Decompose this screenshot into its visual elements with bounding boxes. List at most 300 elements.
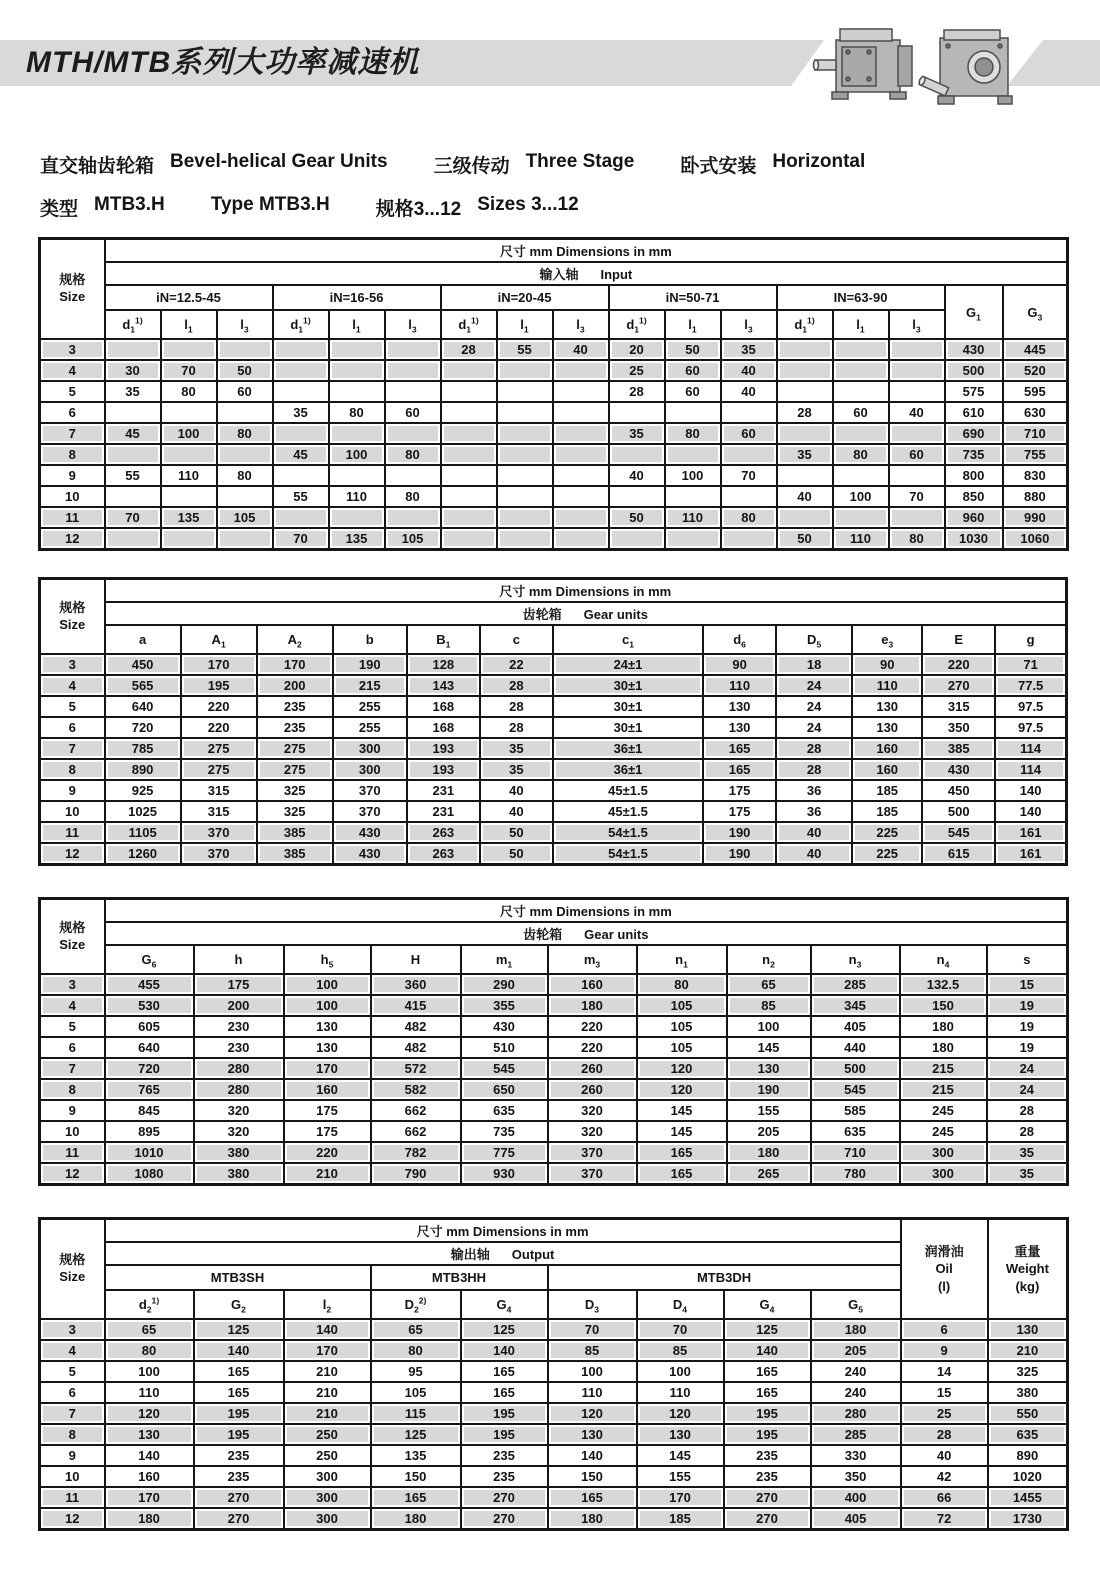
value-cell: 775	[461, 1142, 548, 1163]
size-row-12	[40, 1508, 1068, 1530]
value-cell	[553, 486, 609, 507]
value-cell: 170	[637, 1487, 724, 1508]
value-cell: 280	[194, 1079, 284, 1100]
value-cell: 160	[852, 759, 922, 780]
value-cell	[777, 465, 833, 486]
value-cell: 235	[194, 1445, 284, 1466]
value-cell	[497, 507, 553, 528]
value-cell: 60	[889, 444, 945, 465]
value-cell	[105, 528, 161, 550]
value-cell: 275	[181, 759, 257, 780]
value-cell	[497, 486, 553, 507]
size-row-11	[40, 507, 1068, 528]
value-cell: 220	[548, 1037, 637, 1058]
value-cell	[609, 402, 665, 423]
value-cell	[385, 339, 441, 360]
value-cell: 780	[811, 1163, 900, 1185]
value-cell: 380	[194, 1142, 284, 1163]
value-cell: 545	[461, 1058, 548, 1079]
value-cell: 130	[548, 1424, 637, 1445]
size-cell: 12	[40, 1508, 105, 1530]
value-cell: 145	[637, 1100, 727, 1121]
value-cell: 890	[105, 759, 181, 780]
value-cell	[497, 402, 553, 423]
value-cell: 35	[987, 1142, 1068, 1163]
value-cell: 40	[609, 465, 665, 486]
value-cell: 40	[480, 780, 553, 801]
value-cell: 385	[257, 843, 333, 865]
value-cell: 72	[901, 1508, 988, 1530]
value-cell: 255	[333, 717, 407, 738]
value-cell: 320	[548, 1121, 637, 1142]
column-header: $d_2^{1)}$	[105, 1290, 194, 1319]
value-cell	[385, 423, 441, 444]
size-cell: 4	[40, 360, 105, 381]
section-header: 齿轮箱 Gear units	[105, 922, 1068, 945]
value-cell: 28	[480, 717, 553, 738]
value-cell: 270	[194, 1487, 284, 1508]
value-cell: 35	[273, 402, 329, 423]
value-cell: 690	[945, 423, 1003, 444]
value-cell: 175	[703, 780, 776, 801]
value-cell: 210	[284, 1361, 371, 1382]
column-header: h	[194, 945, 284, 974]
column-header: $l_1$	[833, 310, 889, 339]
value-cell: 270	[461, 1487, 548, 1508]
column-header: $l_1$	[665, 310, 721, 339]
value-cell: 180	[105, 1508, 194, 1530]
value-cell: 180	[727, 1142, 811, 1163]
value-cell: 70	[548, 1319, 637, 1340]
value-cell	[609, 486, 665, 507]
value-cell: 370	[181, 843, 257, 865]
value-cell: 90	[852, 654, 922, 675]
subtitle-segment	[680, 151, 865, 178]
value-cell: 235	[194, 1466, 284, 1487]
value-cell	[329, 465, 385, 486]
column-header: $n_4$	[900, 945, 987, 974]
group-header: iN=20-45	[441, 285, 609, 310]
value-cell: 220	[922, 654, 995, 675]
section-header: 输出轴 Output	[105, 1242, 901, 1265]
group-header: MTB3SH	[105, 1265, 371, 1290]
value-cell: 140	[284, 1319, 371, 1340]
gear-unit-dimensions-b-grid	[38, 897, 1069, 1186]
value-cell: 50	[609, 507, 665, 528]
value-cell: 22	[480, 654, 553, 675]
column-header: $B_1$	[407, 625, 480, 654]
subtitle-line-2	[40, 194, 579, 221]
subtitle-text: Three Stage	[525, 151, 635, 172]
value-cell: 925	[105, 780, 181, 801]
column-header: $l_3$	[553, 310, 609, 339]
value-cell: 430	[461, 1016, 548, 1037]
value-cell: 28	[480, 675, 553, 696]
value-cell: 65	[105, 1319, 194, 1340]
input-shaft-dimensions-grid	[38, 237, 1069, 551]
value-cell: 110	[548, 1382, 637, 1403]
value-cell: 60	[385, 402, 441, 423]
value-cell	[721, 486, 777, 507]
value-cell: 165	[194, 1382, 284, 1403]
group-header: MTB3HH	[371, 1265, 548, 1290]
value-cell: 300	[284, 1508, 371, 1530]
value-cell: 97.5	[995, 696, 1066, 717]
value-cell: 60	[833, 402, 889, 423]
value-cell: 220	[181, 717, 257, 738]
size-cell: 9	[40, 465, 105, 486]
value-cell: 110	[833, 528, 889, 550]
value-cell: 115	[371, 1403, 461, 1424]
value-cell: 662	[371, 1121, 461, 1142]
size-cell: 7	[40, 423, 105, 444]
size-row-7	[40, 423, 1068, 444]
value-cell: 160	[105, 1466, 194, 1487]
value-cell: 385	[257, 822, 333, 843]
value-cell: 70	[161, 360, 217, 381]
size-row-4	[40, 360, 1068, 381]
value-cell	[665, 528, 721, 550]
value-cell: 255	[333, 696, 407, 717]
size-cell: 3	[40, 339, 105, 360]
value-cell: 385	[922, 738, 995, 759]
value-cell: 54±1.5	[553, 843, 703, 865]
value-cell	[273, 339, 329, 360]
value-cell: 24	[776, 717, 852, 738]
group-header: MTB3DH	[548, 1265, 901, 1290]
value-cell: 97.5	[995, 717, 1066, 738]
value-cell: 180	[900, 1016, 987, 1037]
value-cell	[385, 360, 441, 381]
size-row-12	[40, 1163, 1068, 1185]
value-cell: 180	[371, 1508, 461, 1530]
size-column-header: 规格 Size	[40, 899, 105, 975]
dimensions-header: 尺寸 mm Dimensions in mm	[105, 1219, 901, 1243]
size-row-6	[40, 402, 1068, 423]
size-row-9	[40, 465, 1068, 486]
value-cell: 210	[284, 1163, 371, 1185]
value-cell: 263	[407, 822, 480, 843]
value-cell: 77.5	[995, 675, 1066, 696]
value-cell: 200	[257, 675, 333, 696]
value-cell	[497, 360, 553, 381]
value-cell: 145	[727, 1037, 811, 1058]
value-cell: 320	[194, 1121, 284, 1142]
value-cell: 430	[945, 339, 1003, 360]
value-cell: 40	[776, 822, 852, 843]
value-cell: 70	[105, 507, 161, 528]
value-cell: 270	[724, 1508, 811, 1530]
value-cell: 40	[889, 402, 945, 423]
column-header: c	[480, 625, 553, 654]
value-cell: 240	[811, 1361, 901, 1382]
value-cell: 415	[371, 995, 461, 1016]
value-cell: 114	[995, 759, 1066, 780]
value-cell: 60	[721, 423, 777, 444]
size-cell: 5	[40, 1016, 105, 1037]
value-cell	[385, 465, 441, 486]
value-cell: 605	[105, 1016, 194, 1037]
size-row-11	[40, 822, 1067, 843]
value-cell: 120	[105, 1403, 194, 1424]
value-cell: 100	[727, 1016, 811, 1037]
value-cell	[609, 444, 665, 465]
value-cell: 35	[105, 381, 161, 402]
value-cell	[441, 528, 497, 550]
value-cell: 105	[637, 995, 727, 1016]
value-cell: 110	[852, 675, 922, 696]
value-cell	[217, 402, 273, 423]
value-cell	[329, 381, 385, 402]
value-cell: 125	[371, 1424, 461, 1445]
value-cell: 500	[922, 801, 995, 822]
section-header: 齿轮箱 Gear units	[105, 602, 1067, 625]
size-row-5	[40, 696, 1067, 717]
column-header: $G_6$	[105, 945, 194, 974]
value-cell: 100	[284, 974, 371, 995]
value-cell: 430	[333, 822, 407, 843]
value-cell: 170	[284, 1058, 371, 1079]
size-cell: 12	[40, 1163, 105, 1185]
size-row-9	[40, 1445, 1068, 1466]
size-row-4	[40, 995, 1068, 1016]
value-cell: 285	[811, 974, 900, 995]
value-cell: 350	[811, 1466, 901, 1487]
value-cell	[273, 381, 329, 402]
value-cell: 28	[441, 339, 497, 360]
size-row-4	[40, 675, 1067, 696]
value-cell: 50	[480, 822, 553, 843]
size-cell: 3	[40, 974, 105, 995]
column-header: $d_1^{1)}$	[609, 310, 665, 339]
value-cell: 175	[284, 1121, 371, 1142]
value-cell: 45±1.5	[553, 801, 703, 822]
value-cell: 110	[703, 675, 776, 696]
value-cell: 65	[371, 1319, 461, 1340]
value-cell	[441, 486, 497, 507]
value-cell: 710	[811, 1142, 900, 1163]
value-cell: 880	[1003, 486, 1068, 507]
value-cell: 160	[852, 738, 922, 759]
value-cell: 190	[727, 1079, 811, 1100]
value-cell: 280	[194, 1058, 284, 1079]
column-header: $l_3$	[217, 310, 273, 339]
value-cell	[105, 402, 161, 423]
value-cell	[721, 444, 777, 465]
column-header: $G_5$	[811, 1290, 901, 1319]
value-cell: 143	[407, 675, 480, 696]
value-cell: 125	[724, 1319, 811, 1340]
value-cell	[553, 507, 609, 528]
subtitle-text: Bevel-helical Gear Units	[170, 151, 388, 172]
value-cell	[161, 444, 217, 465]
subtitle-segment	[376, 194, 579, 221]
value-cell: 28	[777, 402, 833, 423]
size-cell: 8	[40, 444, 105, 465]
value-cell: 195	[461, 1403, 548, 1424]
value-cell: 110	[637, 1382, 724, 1403]
value-cell: 28	[987, 1121, 1068, 1142]
value-cell: 120	[548, 1403, 637, 1424]
value-cell: 55	[273, 486, 329, 507]
value-cell: 190	[703, 843, 776, 865]
value-cell: 193	[407, 738, 480, 759]
subtitle-text: 类型	[40, 199, 79, 220]
value-cell	[553, 402, 609, 423]
value-cell: 19	[987, 995, 1068, 1016]
value-cell: 545	[922, 822, 995, 843]
value-cell: 145	[637, 1445, 724, 1466]
value-cell: 370	[181, 822, 257, 843]
value-cell	[329, 507, 385, 528]
value-cell: 300	[284, 1487, 371, 1508]
value-cell: 235	[461, 1445, 548, 1466]
column-header: $c_1$	[553, 625, 703, 654]
value-cell: 720	[105, 717, 181, 738]
value-cell: 30±1	[553, 696, 703, 717]
size-cell: 11	[40, 507, 105, 528]
value-cell: 135	[371, 1445, 461, 1466]
value-cell: 270	[461, 1508, 548, 1530]
value-cell: 1010	[105, 1142, 194, 1163]
value-cell: 35	[777, 444, 833, 465]
value-cell	[553, 444, 609, 465]
column-header: $A_2$	[257, 625, 333, 654]
value-cell: 135	[329, 528, 385, 550]
value-cell: 40	[776, 843, 852, 865]
value-cell: 150	[548, 1466, 637, 1487]
value-cell: 40	[901, 1445, 988, 1466]
value-cell: 110	[105, 1382, 194, 1403]
column-header: g	[995, 625, 1066, 654]
column-header: $l_2$	[284, 1290, 371, 1319]
value-cell: 195	[461, 1424, 548, 1445]
value-cell: 330	[811, 1445, 901, 1466]
value-cell: 245	[900, 1100, 987, 1121]
column-header: $n_2$	[727, 945, 811, 974]
value-cell: 100	[329, 444, 385, 465]
value-cell: 180	[548, 1508, 637, 1530]
value-cell: 300	[284, 1466, 371, 1487]
value-cell: 245	[900, 1121, 987, 1142]
value-cell: 100	[637, 1361, 724, 1382]
subtitle-text: 规格3...12	[375, 199, 462, 220]
value-cell: 500	[945, 360, 1003, 381]
value-cell: 275	[257, 759, 333, 780]
size-cell: 6	[40, 717, 105, 738]
value-cell	[273, 507, 329, 528]
value-cell: 235	[257, 696, 333, 717]
size-row-12	[40, 528, 1068, 550]
weight-column-header: 重量 Weight (kg)	[988, 1219, 1068, 1320]
value-cell: 45	[105, 423, 161, 444]
size-cell: 4	[40, 995, 105, 1016]
value-cell: 265	[727, 1163, 811, 1185]
value-cell: 155	[637, 1466, 724, 1487]
size-cell: 10	[40, 1466, 105, 1487]
value-cell: 290	[461, 974, 548, 995]
value-cell	[721, 402, 777, 423]
value-cell: 765	[105, 1079, 194, 1100]
value-cell: 220	[284, 1142, 371, 1163]
value-cell: 575	[945, 381, 1003, 402]
subtitle-text: 三级传动	[433, 156, 510, 177]
column-header: $l_1$	[329, 310, 385, 339]
value-cell: 735	[945, 444, 1003, 465]
value-cell: 28	[987, 1100, 1068, 1121]
value-cell: 50	[480, 843, 553, 865]
value-cell: 66	[901, 1487, 988, 1508]
value-cell: 55	[497, 339, 553, 360]
value-cell: 195	[724, 1424, 811, 1445]
value-cell: 830	[1003, 465, 1068, 486]
value-cell: 24	[987, 1058, 1068, 1079]
size-row-5	[40, 381, 1068, 402]
value-cell: 55	[105, 465, 161, 486]
value-cell: 185	[852, 780, 922, 801]
value-cell: 105	[637, 1037, 727, 1058]
value-cell: 210	[284, 1382, 371, 1403]
value-cell	[161, 339, 217, 360]
value-cell: 275	[181, 738, 257, 759]
table-output-shaft-dimensions	[38, 1217, 1068, 1531]
value-cell: 36	[776, 801, 852, 822]
value-cell: 28	[776, 759, 852, 780]
value-cell: 140	[461, 1340, 548, 1361]
value-cell: 582	[371, 1079, 461, 1100]
value-cell: 720	[105, 1058, 194, 1079]
value-cell: 215	[333, 675, 407, 696]
value-cell: 30±1	[553, 675, 703, 696]
value-cell: 161	[995, 822, 1066, 843]
value-cell: 50	[777, 528, 833, 550]
value-cell: 215	[900, 1079, 987, 1100]
column-header: $d_1^{1)}$	[273, 310, 329, 339]
size-cell: 5	[40, 696, 105, 717]
column-header: $d_6$	[703, 625, 776, 654]
value-cell	[441, 381, 497, 402]
size-row-9	[40, 1100, 1068, 1121]
value-cell: 190	[333, 654, 407, 675]
value-cell: 70	[889, 486, 945, 507]
size-row-9	[40, 780, 1067, 801]
value-cell: 85	[548, 1340, 637, 1361]
value-cell: 230	[194, 1016, 284, 1037]
value-cell: 35	[480, 738, 553, 759]
value-cell: 210	[988, 1340, 1068, 1361]
value-cell	[217, 486, 273, 507]
value-cell: 315	[181, 801, 257, 822]
value-cell: 28	[901, 1424, 988, 1445]
value-cell: 40	[480, 801, 553, 822]
value-cell: 235	[257, 717, 333, 738]
value-cell: 430	[922, 759, 995, 780]
value-cell: 36±1	[553, 738, 703, 759]
value-cell: 195	[724, 1403, 811, 1424]
value-cell: 36±1	[553, 759, 703, 780]
column-header: $l_3$	[721, 310, 777, 339]
value-cell: 270	[724, 1487, 811, 1508]
value-cell	[273, 423, 329, 444]
value-cell: 193	[407, 759, 480, 780]
size-row-10	[40, 1466, 1068, 1487]
value-cell: 60	[665, 360, 721, 381]
value-cell: 185	[852, 801, 922, 822]
value-cell: 71	[995, 654, 1066, 675]
value-cell: 165	[703, 738, 776, 759]
column-header: $h_5$	[284, 945, 371, 974]
group-header: IN=63-90	[777, 285, 945, 310]
